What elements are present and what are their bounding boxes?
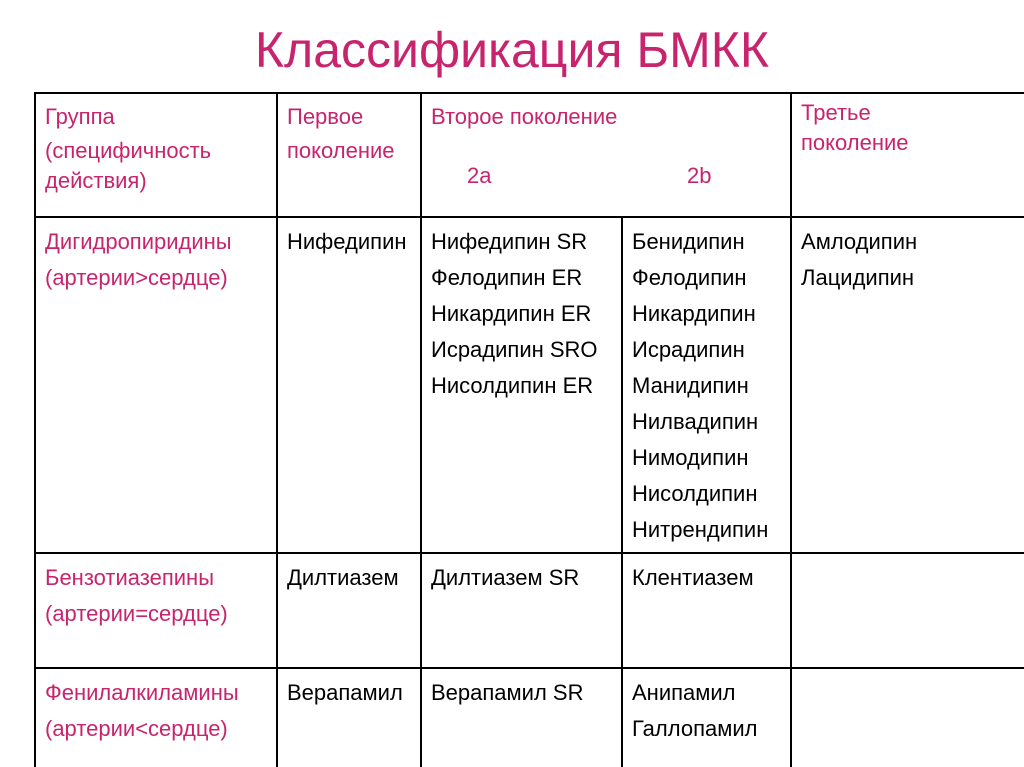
drug-name: Фелодипин	[632, 265, 747, 290]
header-third-line: поколение	[801, 130, 909, 155]
third-generation-cell	[791, 553, 1024, 668]
drug-name: Фелодипин ER	[431, 265, 583, 290]
third-generation-cell	[791, 217, 1024, 553]
slide-title: Классификация БМКК	[254, 22, 770, 78]
drug-name: Исрадипин	[632, 337, 745, 362]
second-generation-2b-cell	[622, 553, 791, 668]
header-group-line: Группа	[45, 104, 115, 129]
drug-name: Галлопамил	[632, 716, 758, 741]
header-second-subgroups	[431, 158, 782, 196]
header-group-line: действия)	[45, 168, 147, 193]
drug-name: Нифедипин SR	[431, 229, 588, 254]
header-third-line: Третье	[801, 100, 871, 125]
drug-name: Никардипин	[632, 301, 756, 326]
drug-name: Нилвадипин	[632, 409, 759, 434]
header-subgroup-2a: 2а	[467, 163, 492, 188]
drug-name: Верапамил	[287, 680, 403, 705]
drug-name: Нифедипин	[287, 229, 407, 254]
header-row	[35, 93, 1024, 217]
drug-name: Амлодипин	[801, 229, 918, 254]
header-third-generation-cell	[791, 93, 1024, 217]
drug-name: Манидипин	[632, 373, 749, 398]
second-generation-2a-cell	[421, 553, 622, 668]
first-generation-cell	[277, 553, 421, 668]
drug-name: Нитрендипин	[632, 517, 769, 542]
header-second-label: Второе поколение	[431, 104, 618, 129]
group-cell	[35, 668, 277, 767]
group-name: Фенилалкиламины	[45, 680, 239, 705]
header-group-cell	[35, 93, 277, 217]
third-generation-cell	[791, 668, 1024, 767]
drug-name: Никардипин ER	[431, 301, 592, 326]
group-cell	[35, 553, 277, 668]
header-subgroup-2b: 2b	[687, 163, 712, 188]
second-generation-2a-cell	[421, 217, 622, 553]
drug-name: Бенидипин	[632, 229, 745, 254]
first-generation-cell	[277, 217, 421, 553]
drug-name: Дилтиазем	[287, 565, 399, 590]
drug-name: Нисолдипин ER	[431, 373, 594, 398]
first-generation-cell	[277, 668, 421, 767]
group-specificity: (артерии>сердце)	[45, 265, 228, 290]
header-first-line: Первое	[287, 104, 364, 129]
drug-name: Дилтиазем SR	[431, 565, 580, 590]
classification-table	[34, 92, 1024, 767]
group-name: Бензотиазепины	[45, 565, 215, 590]
drug-name: Лацидипин	[801, 265, 915, 290]
drug-name: Нимодипин	[632, 445, 749, 470]
group-name: Дигидропиридины	[45, 229, 232, 254]
header-second-generation-cell	[421, 93, 791, 217]
table-row	[35, 553, 1024, 668]
header-group-line: (специфичность	[45, 138, 212, 163]
header-first-generation-cell	[277, 93, 421, 217]
drug-name: Нисолдипин	[632, 481, 758, 506]
second-generation-2b-cell	[622, 217, 791, 553]
drug-name: Клентиазем	[632, 565, 754, 590]
group-specificity: (артерии<сердце)	[45, 716, 228, 741]
table-row	[35, 217, 1024, 553]
second-generation-2b-cell	[622, 668, 791, 767]
group-specificity: (артерии=сердце)	[45, 601, 228, 626]
table-row	[35, 668, 1024, 767]
second-generation-2a-cell	[421, 668, 622, 767]
drug-name: Исрадипин SRO	[431, 337, 598, 362]
header-first-line: поколение	[287, 138, 395, 163]
group-cell	[35, 217, 277, 553]
drug-name: Анипамил	[632, 680, 736, 705]
drug-name: Верапамил SR	[431, 680, 584, 705]
